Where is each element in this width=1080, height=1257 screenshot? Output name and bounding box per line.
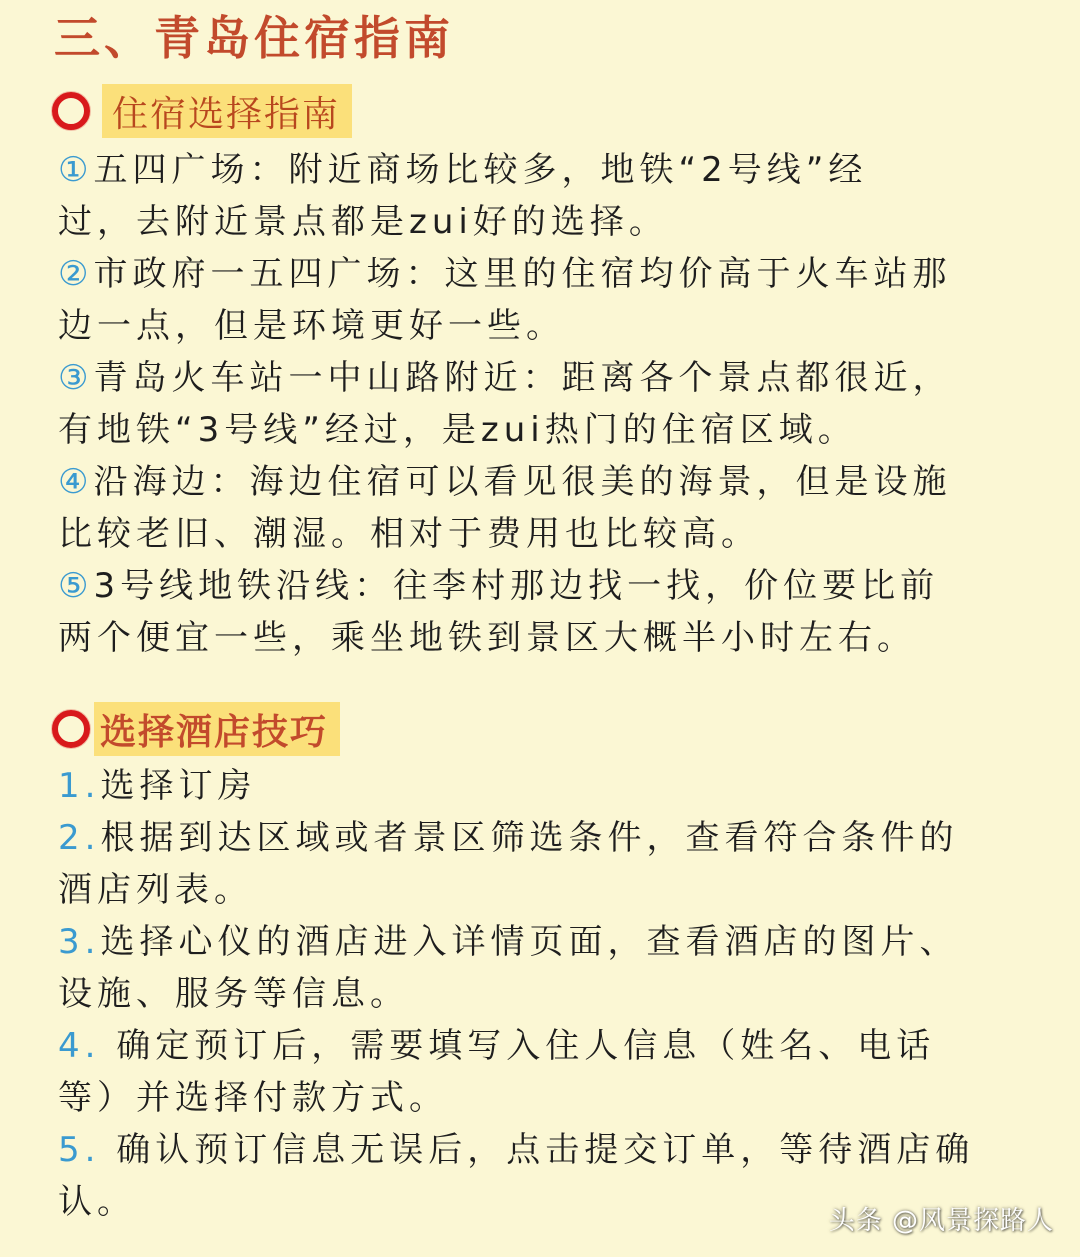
item-text: 确认预订信息无误后，点击提交订单，等待酒店确	[100, 1130, 975, 1170]
list-item-line	[58, 358, 1018, 398]
list-item-line: 两个便宜一些，乘坐地铁到景区大概半小时左右。	[58, 618, 916, 658]
item-text: 沿海边：海边住宿可以看见很美的海景，但是设施	[93, 462, 952, 502]
list-item-line: 比较老旧、潮湿。相对于费用也比较高。	[58, 514, 760, 554]
list-item-line	[58, 818, 1018, 858]
page-title: 三、青岛住宿指南	[54, 11, 454, 65]
list-item-line: 等）并选择付款方式。	[58, 1078, 448, 1118]
list-item-line	[58, 462, 1018, 502]
circle-bullet-icon	[52, 92, 90, 130]
circle-bullet-icon	[52, 710, 90, 748]
item-text: 根据到达区域或者景区筛选条件，查看符合条件的	[100, 818, 959, 858]
list-item-line	[58, 254, 1018, 294]
item-text: 五四广场：附近商场比较多，地铁“2号线”经	[93, 150, 868, 190]
item-number: 1.	[58, 766, 101, 806]
item-text: 市政府一五四广场：这里的住宿均价高于火车站那	[93, 254, 952, 294]
list-item-line	[58, 1130, 1018, 1170]
item-number: 3.	[58, 922, 101, 962]
section-heading-label: 住宿选择指南	[102, 84, 352, 138]
watermark: 头条 @风景探路人	[828, 1206, 1054, 1236]
item-number: ⑤	[58, 566, 94, 606]
list-item-line	[58, 566, 1018, 606]
item-number: 4.	[58, 1026, 101, 1066]
item-text: 青岛火车站一中山路附近：距离各个景点都很近，	[93, 358, 952, 398]
list-item-line: 酒店列表。	[58, 870, 253, 910]
list-item-line: 设施、服务等信息。	[58, 974, 409, 1014]
list-item-line	[58, 922, 1018, 962]
item-text: 选择订房	[100, 766, 257, 806]
section-heading-hotel-tips	[52, 700, 340, 758]
list-item-line	[58, 150, 1018, 190]
section-heading-label: 选择酒店技巧	[94, 702, 340, 756]
list-item-line: 边一点，但是环境更好一些。	[58, 306, 565, 346]
list-item-line	[58, 1026, 1018, 1066]
item-number: ②	[58, 254, 94, 294]
list-item-line: 有地铁“3号线”经过，是zui热门的住宿区域。	[58, 410, 857, 450]
item-number: ①	[58, 150, 94, 190]
item-text: 3号线地铁沿线：往李村那边找一找，价位要比前	[93, 566, 940, 606]
list-item-line	[58, 766, 1018, 806]
item-number: ④	[58, 462, 94, 502]
item-text: 选择心仪的酒店进入详情页面，查看酒店的图片、	[100, 922, 959, 962]
item-number: ③	[58, 358, 94, 398]
item-number: 2.	[58, 818, 101, 858]
section-heading-accommodation	[52, 82, 352, 140]
list-item-line: 过，去附近景点都是zui好的选择。	[58, 202, 668, 242]
list-item-line: 认。	[58, 1182, 136, 1222]
item-text: 确定预订后，需要填写入住人信息（姓名、电话	[100, 1026, 936, 1066]
item-number: 5.	[58, 1130, 101, 1170]
